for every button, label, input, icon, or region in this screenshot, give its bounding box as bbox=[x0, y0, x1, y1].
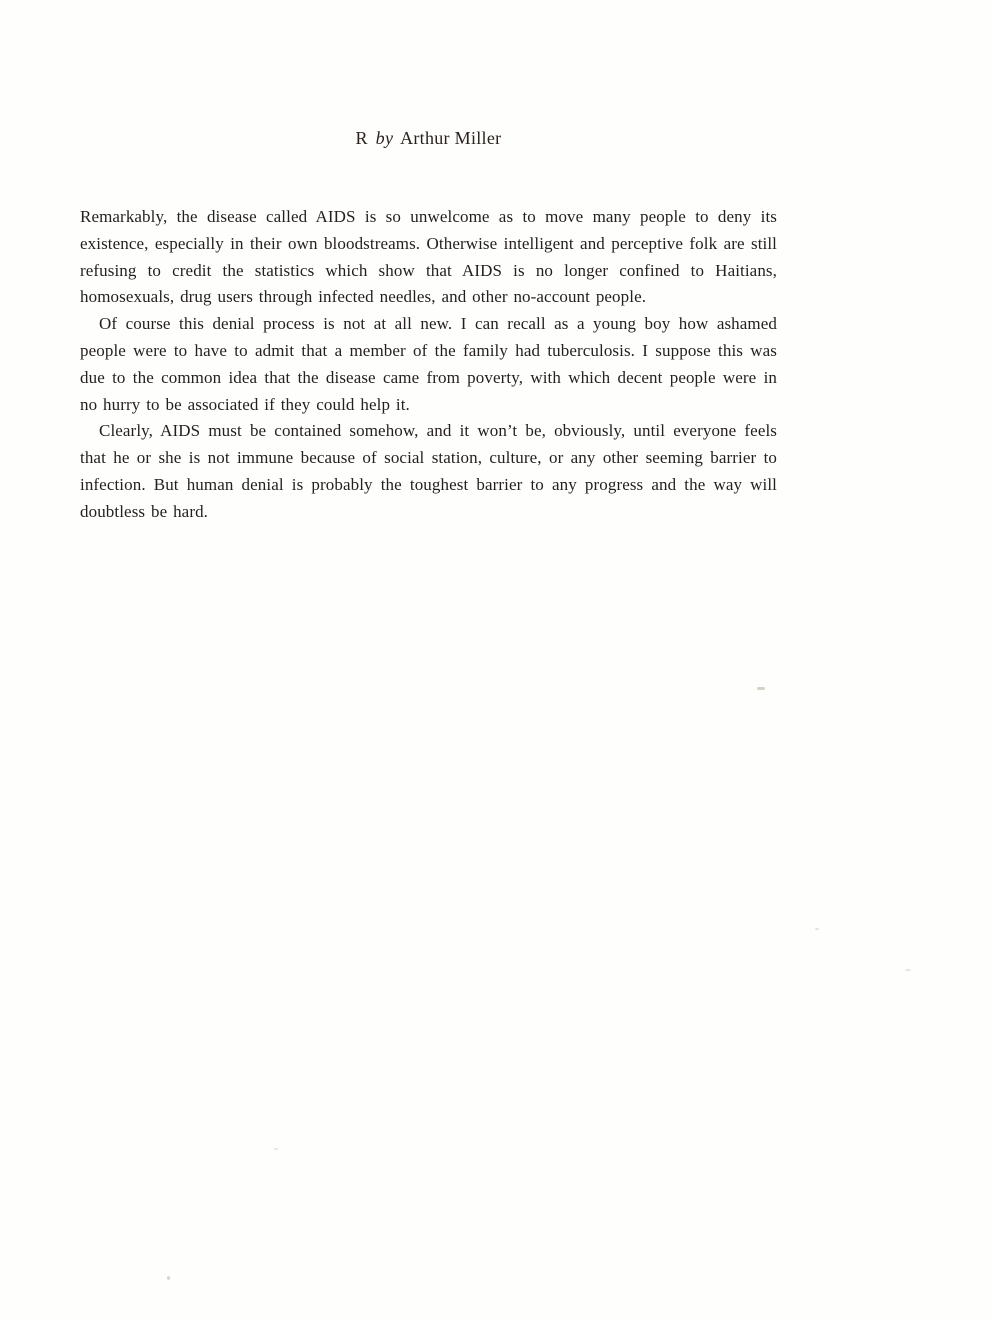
scan-artifact bbox=[167, 1276, 170, 1280]
paragraph-2: Of course this denial process is not at all new. I can recall as a young boy how ashamed people were to have to admit that a member of the family had tuberculosis. I suppose this was due to the common idea that the disease came from poverty, with which decent people were in no hurry to be associated if they could help it. bbox=[80, 314, 777, 414]
scan-artifact bbox=[274, 1148, 278, 1150]
paragraph-1: Remarkably, the disease called AIDS is so unwelcome as to move many people to deny its existence, especially in their own bloodstreams. Otherwise intelligent and perceptive folk are still refusing to credit the statistics which show that AIDS is no longer confined to Haitians, homosexuals, drug users through infected needles, and other no-account people. bbox=[80, 207, 777, 307]
scan-artifact bbox=[757, 687, 765, 690]
body-text bbox=[80, 204, 777, 526]
document-page bbox=[80, 0, 777, 526]
page-title bbox=[80, 128, 777, 149]
paragraph-3: Clearly, AIDS must be contained somehow, and it won’t be, obviously, until everyone feels that he or she is not immune because of social station, culture, or any other seeming barrier to infection. But human denial is probably the toughest barrier to any progress and the way will doubtless be hard. bbox=[80, 421, 777, 521]
scan-artifact bbox=[905, 969, 911, 971]
title-by-word: by bbox=[375, 128, 394, 148]
scan-artifact bbox=[815, 928, 819, 930]
title-author: Arthur Miller bbox=[400, 128, 502, 148]
title-initial: R bbox=[355, 128, 368, 148]
